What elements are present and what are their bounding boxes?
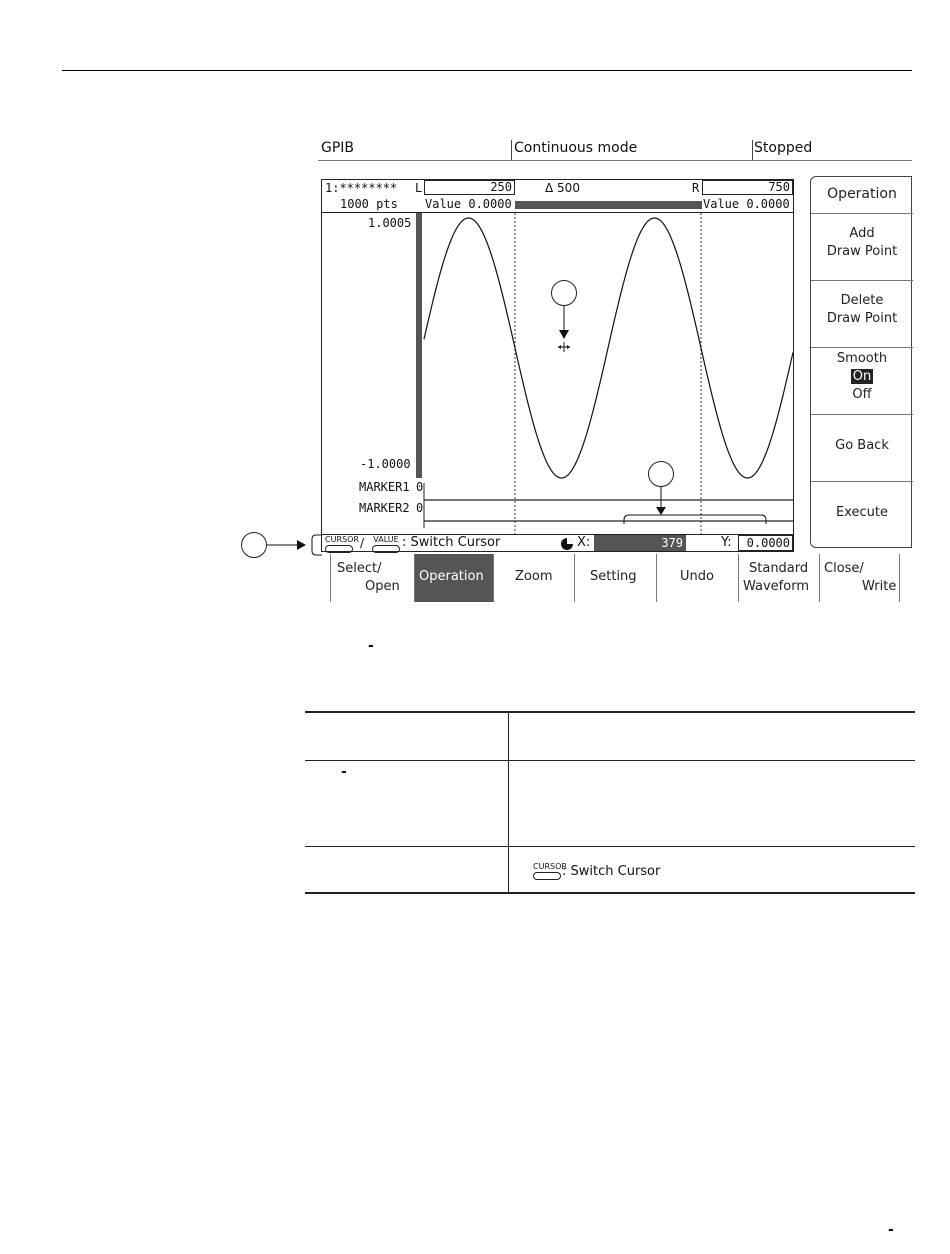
key-separator: /	[360, 536, 365, 550]
marker2-value: 0	[416, 501, 424, 515]
tab-zoom[interactable]: Zoom	[493, 554, 574, 602]
callout-cursor-arrow-icon	[558, 306, 570, 340]
left-cursor-value: Value 0.0000	[425, 197, 512, 211]
tab-standard-waveform[interactable]: Standard Waveform	[738, 554, 819, 602]
tab-close-write[interactable]: Close/ Write	[819, 554, 900, 602]
smooth-on-option[interactable]: On	[852, 369, 872, 384]
marker2-label: MARKER2	[359, 501, 410, 515]
waveform-name: 1:********	[325, 181, 398, 195]
add-draw-point-button[interactable]: Add Draw Point	[826, 226, 898, 259]
y-min-label: -1.0000	[360, 457, 411, 471]
switch-cursor-hint: : Switch Cursor	[402, 535, 501, 550]
cursor-key-icon[interactable]: CURSOR	[325, 536, 359, 553]
right-cursor-value: Value 0.0000	[703, 197, 790, 211]
smooth-toggle[interactable]: Smooth On Off	[811, 350, 913, 404]
status-interface: GPIB	[321, 140, 355, 156]
select-open-button[interactable]: Select/ Open	[330, 554, 414, 602]
delta-icon: Δ	[545, 181, 554, 195]
cursor-key-hint[interactable]	[325, 534, 359, 553]
table-switch-cursor-text: : Switch Cursor	[562, 864, 661, 879]
knob-icon	[560, 537, 574, 551]
callout-cursor-bar	[241, 532, 267, 558]
status-underline	[318, 160, 912, 161]
left-cursor-position[interactable]: 250	[424, 180, 515, 195]
bottom-menu	[330, 554, 900, 602]
marker1-label: MARKER1	[359, 480, 410, 494]
cursor-key-icon: CURSOR	[533, 863, 567, 880]
table-row-rule	[305, 846, 915, 847]
tab-undo[interactable]: Undo	[656, 554, 738, 602]
side-menu	[810, 176, 912, 548]
page-mark: -	[368, 638, 374, 654]
page-top-rule	[62, 70, 912, 71]
footer-mark: -	[888, 1222, 894, 1238]
cursor-span-bar	[515, 201, 702, 209]
delete-draw-point-button[interactable]: Delete Draw Point	[826, 293, 898, 326]
y-max-label: 1.0005	[368, 216, 412, 230]
right-cursor-position[interactable]: 750	[702, 180, 793, 195]
status-run-state: Stopped	[754, 140, 813, 156]
table-mark: -	[341, 764, 347, 780]
callout-values	[648, 461, 674, 487]
status-divider	[511, 140, 512, 160]
marker1-value: 0	[416, 480, 424, 494]
callout-cursor	[551, 280, 577, 306]
smooth-off-option[interactable]: Off	[852, 387, 872, 402]
table-column-divider	[508, 711, 509, 893]
delta-label	[545, 181, 580, 195]
value-key-icon[interactable]: VALUE	[372, 536, 400, 553]
table-header-rule	[305, 760, 915, 761]
table-bottom-rule	[305, 892, 915, 894]
go-back-button[interactable]: Go Back	[835, 438, 889, 453]
callout-bar-arrow-icon	[267, 534, 323, 556]
delta-value: 500	[557, 181, 580, 195]
x-label: X:	[577, 535, 591, 550]
execute-button[interactable]: Execute	[836, 505, 888, 520]
x-value-field[interactable]: 379	[594, 535, 686, 551]
table-top-rule	[305, 711, 915, 713]
status-divider	[752, 140, 753, 160]
y-label: Y:	[721, 535, 732, 550]
y-value-field[interactable]: 0.0000	[738, 535, 793, 551]
value-key-hint[interactable]	[372, 534, 400, 553]
tab-operation[interactable]: Operation	[414, 554, 493, 602]
side-menu-title: Operation	[827, 186, 897, 202]
left-cursor-label: L	[415, 181, 423, 195]
waveform-trace	[424, 218, 793, 478]
status-mode: Continuous mode	[514, 140, 638, 156]
right-cursor-label: R	[692, 181, 700, 195]
tab-setting[interactable]: Setting	[574, 554, 656, 602]
cursor-crosshair-icon	[558, 342, 570, 352]
points-count: 1000 pts	[340, 197, 398, 211]
callout-values-bracket-icon	[622, 487, 768, 525]
